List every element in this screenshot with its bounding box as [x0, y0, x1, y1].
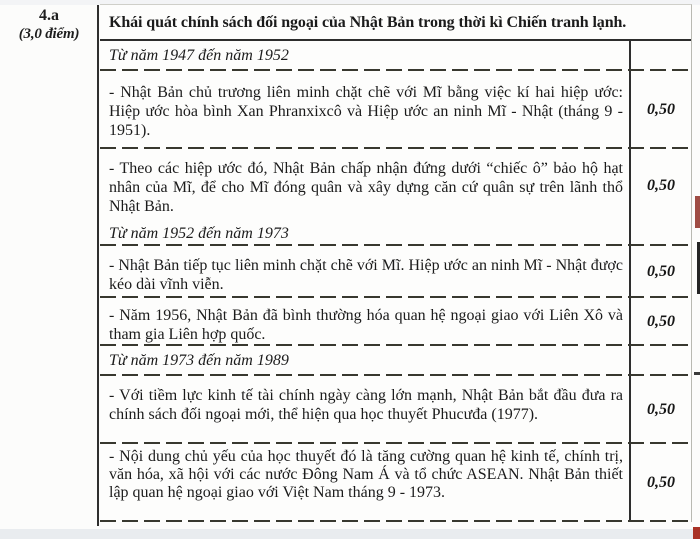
question-number: 4.a: [39, 7, 59, 24]
answer-text: - Nhật Bản chủ trương liên minh chặt chẽ với Mĩ bằng việc kí hai hiệp ước: Hiệp ước hòa bình Xan Phranxixcô và Hiệp ước an ninh Mĩ - Nhật (tháng 9 - 1951).: [109, 84, 623, 139]
scan-artifact-red: [695, 196, 700, 228]
scan-artifact-red: [693, 527, 700, 539]
score-value: 0,50: [629, 444, 691, 522]
answer-text: - Nhật Bản tiếp tục liên minh chặt chẽ với Mĩ. Hiệp ước an ninh Mĩ - Nhật được kéo dài vĩnh viễn.: [109, 257, 623, 293]
scan-edge-bottom: [0, 529, 700, 539]
answer-row: [100, 71, 691, 149]
answer-table: [100, 4, 692, 522]
answer-row: [100, 298, 691, 346]
score-cell-empty: [629, 346, 691, 376]
question-points: (3,0 điểm): [18, 26, 80, 42]
period-heading: Từ năm 1947 đến năm 1952: [109, 47, 289, 64]
answer-row: [100, 149, 691, 246]
question-cell: [4, 6, 94, 44]
answer-text: - Với tiềm lực kinh tế tài chính ngày càng lớn mạnh, Nhật Bản bắt đầu đưa ra chính sách đối ngoại mới, thể hiện qua học thuyết Phucưđa (1977).: [109, 387, 623, 423]
period-heading: Từ năm 1973 đến năm 1989: [109, 352, 289, 369]
score-value: 0,50: [629, 298, 691, 346]
score-value: 0,50: [629, 71, 691, 149]
answer-paragraph: - Theo các hiệp ước đó, Nhật Bản chấp nhận đứng dưới “chiếc ô” bảo hộ hạt nhân của Mĩ, để cho Mĩ đóng quân và xây dựng căn cứ quân sự trên lãnh thổ Nhật Bản.: [109, 160, 623, 215]
score-value: 0,50: [629, 376, 691, 444]
table-title: Khái quát chính sách đối ngoại của Nhật Bản trong thời kì Chiến tranh lạnh.: [109, 14, 627, 31]
answer-text: - Nội dung chủ yếu của học thuyết đó là tăng cường quan hệ kinh tế, chính trị, văn hóa, xã hội với các nước Đông Nam Á và tổ chức ASEAN. Nhật Bản thiết lập quan hệ ngoại giao với Việt Nam tháng 9 - 1973.: [109, 448, 623, 501]
score-value: 0,50: [629, 149, 691, 246]
answer-text: - Năm 1956, Nhật Bản đã bình thường hóa quan hệ ngoại giao với Liên Xô và tham gia Liên hợp quốc.: [109, 307, 623, 343]
score-cell-empty: [629, 41, 691, 71]
period-row-1973-1989: [100, 346, 691, 376]
answer-row: [100, 444, 691, 522]
period-row-1947-1952: [100, 41, 691, 71]
table-title-row: [100, 5, 691, 41]
scan-artifact-black: [694, 372, 700, 375]
answer-text: [100, 149, 629, 246]
score-value: 0,50: [629, 246, 691, 298]
column-divider-line: [97, 5, 99, 526]
period-heading-inline: Từ năm 1952 đến năm 1973: [109, 225, 289, 242]
answer-row: [100, 246, 691, 298]
answer-row: [100, 376, 691, 444]
